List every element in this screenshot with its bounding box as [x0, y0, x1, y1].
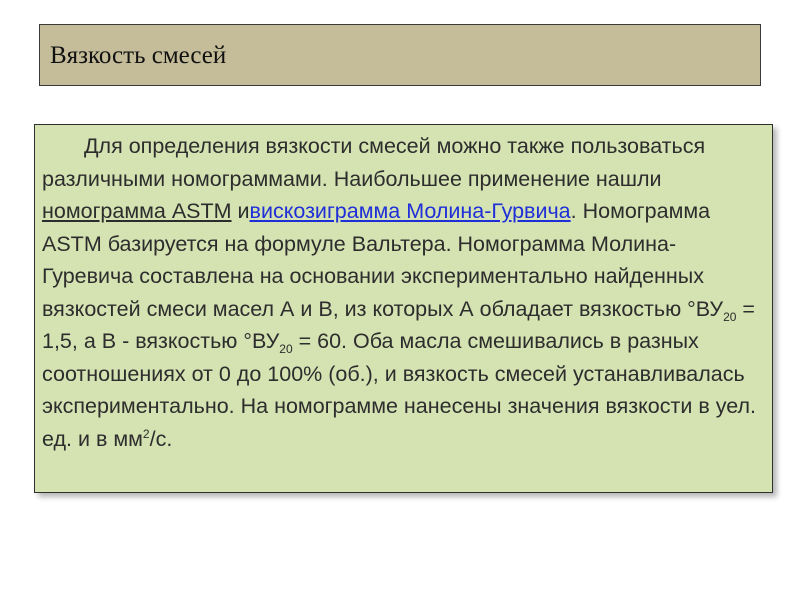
- text-segment-6: /с.: [149, 426, 173, 451]
- text-segment-5: = 60. Оба масла смешивались в разных соотношениях от 0 до 100% (об.), и вязкость смесей устанавливалась экспериментально. На номограмме нанесены значения вязкости в уел. ед. и в мм: [42, 329, 756, 451]
- text-segment-3: . Номограмма ASTM базируется на формуле Вальтера. Номограмма Молина-Гуревича составлена на основании экспериментально найденных вязкостей смеси масел А и В, из которых А обладает вязкостью °ВУ: [42, 199, 724, 321]
- viscosigram-link[interactable]: вискозиграмма Молина-Гурвича: [249, 199, 571, 223]
- subscript-20-b: 20: [279, 342, 293, 356]
- text-segment-4: = 1,5, а В - вязкостью °ВУ: [42, 296, 755, 353]
- content-box: [34, 124, 773, 493]
- subscript-20-a: 20: [723, 309, 737, 324]
- slide-title: Вязкость смесей: [50, 42, 227, 69]
- body-paragraph: [42, 130, 767, 455]
- astm-nomogram-link[interactable]: номограмма ASTM: [42, 199, 232, 223]
- title-bar: [39, 24, 761, 86]
- text-segment-2: и: [231, 199, 250, 223]
- text-segment-1: Для определения вязкости смесей можно также пользоваться различными номограммами. Наибольшее применение нашли: [42, 134, 706, 191]
- superscript-2: 2: [142, 426, 150, 441]
